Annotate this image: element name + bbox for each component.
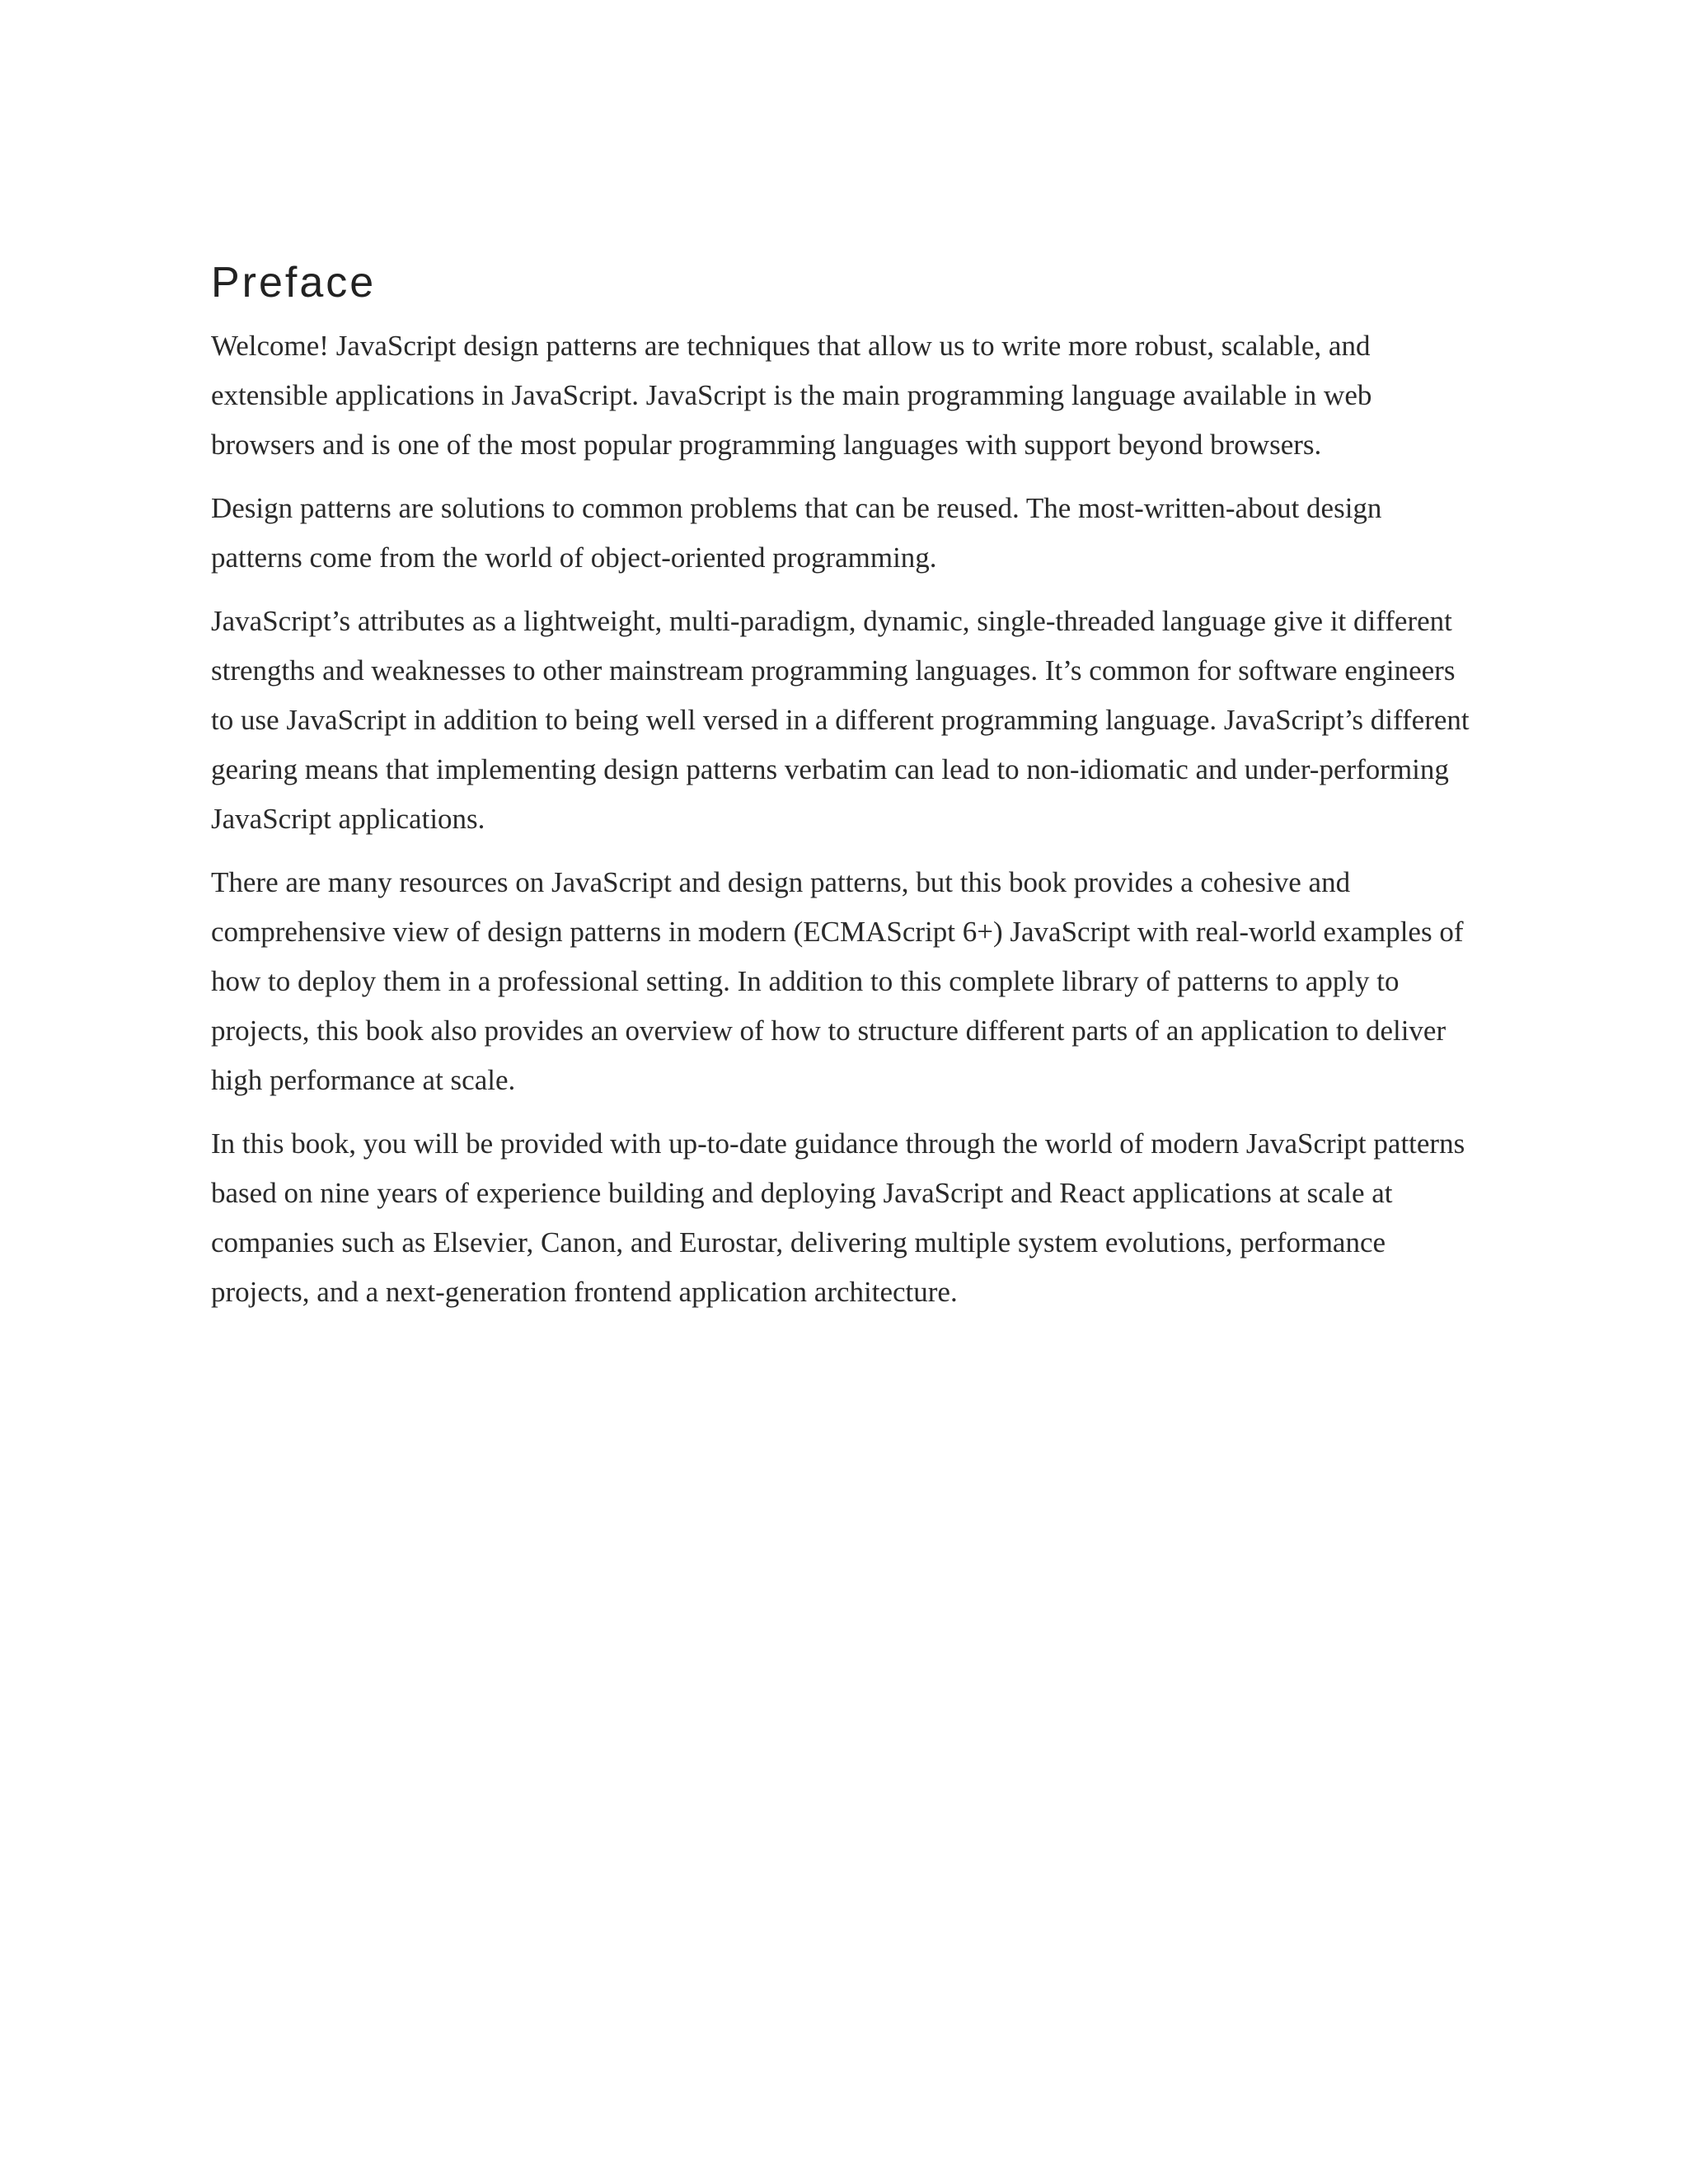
page-content [211, 255, 1472, 1331]
paragraph: JavaScript’s attributes as a lightweight, multi-paradigm, dynamic, single-threaded language give it different strengths and weaknesses to other mainstream programming languages. It’s common for software engineers to use JavaScript in addition to being well versed in a different programming language. JavaScript’s different gearing means that implementing design patterns verbatim can lead to non-idiomatic and under-performing JavaScript applications. [211, 605, 1470, 835]
page-title: Preface [211, 259, 377, 307]
paragraph: There are many resources on JavaScript and design patterns, but this book provides a cohesive and comprehensive view of design patterns in modern (ECMAScript 6+) JavaScript with real-world examples of how to deploy them in a professional setting. In addition to this complete library of patterns to apply to projects, this book also provides an overview of how to structure different parts of an application to deliver high performance at scale. [211, 866, 1464, 1096]
paragraph: In this book, you will be provided with up-to-date guidance through the world of modern JavaScript patterns based on nine years of experience building and deploying JavaScript and React applications at scale at companies such as Elsevier, Canon, and Eurostar, delivering multiple system evolutions, performance projects, and a next-generation frontend application architecture. [211, 1127, 1465, 1308]
paragraph: Welcome! JavaScript design patterns are techniques that allow us to write more robust, scalable, and extensible applications in JavaScript. JavaScript is the main programming language available in web browsers and is one of the most popular programming languages with support beyond browsers. [211, 330, 1372, 461]
paragraph: Design patterns are solutions to common problems that can be reused. The most-written-about design patterns come from the world of object-oriented programming. [211, 492, 1382, 574]
